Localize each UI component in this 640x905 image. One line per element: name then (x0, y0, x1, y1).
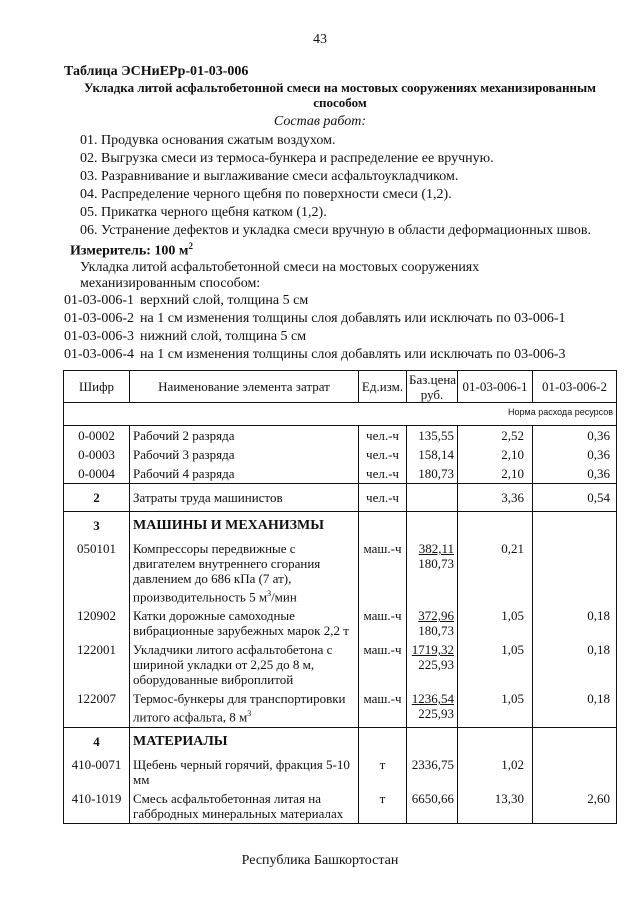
cell-v2: 0,18 (533, 640, 617, 689)
work-heading: Состав работ: (273, 114, 367, 129)
cell-code: 0-0002 (64, 426, 130, 446)
cell-code: 0-0004 (64, 464, 130, 484)
cell-name: Затраты труда машинистов (130, 484, 359, 512)
variant-code: 01-03-006-3 (64, 329, 134, 344)
cell-name: Рабочий 2 разряда (130, 426, 359, 446)
cell-v1: 0,21 (458, 539, 533, 606)
cell-name: Щебень черный горячий, фракция 5-10 мм (130, 755, 359, 789)
section-title: МАШИНЫ И МЕХАНИЗМЫ (130, 512, 359, 540)
cell-v2: 0,36 (533, 464, 617, 484)
cell-v1: 2,10 (458, 464, 533, 484)
cell-unit: чел.-ч (359, 464, 407, 484)
cell-price (407, 484, 458, 512)
page-number: 43 (313, 32, 327, 47)
table-header-row (64, 371, 617, 403)
section-number: 4 (64, 727, 130, 755)
cell-v1: 2,52 (458, 426, 533, 446)
table-row (64, 689, 617, 727)
cell-v1: 2,10 (458, 445, 533, 464)
cell-v1: 1,05 (458, 606, 533, 640)
work-item: 02. Выгрузка смеси из термоса-бункера и распределение ее вручную. (80, 151, 494, 166)
table-row (64, 445, 617, 464)
cell-price: 1719,32 225,93 (407, 640, 458, 689)
cell-v2: 0,36 (533, 445, 617, 464)
work-item: 06. Устранение дефектов и укладка смеси вручную в области деформационных швов. (80, 223, 592, 238)
cell-price: 180,73 (407, 464, 458, 484)
cell-unit: т (359, 755, 407, 789)
header-price: Баз.цена руб. (407, 371, 458, 403)
table-row (64, 426, 617, 446)
cell-v2: 0,54 (533, 484, 617, 512)
cell-code: 122007 (64, 689, 130, 727)
cell-price: 1236,54 225,93 (407, 689, 458, 727)
header-col1: 01-03-006-1 (458, 371, 533, 403)
work-item: 05. Прикатка черного щебня катком (1,2). (80, 205, 327, 220)
cell-v2: 2,60 (533, 789, 617, 824)
cell-code: 410-1019 (64, 789, 130, 824)
cell-code: 0-0003 (64, 445, 130, 464)
cell-v2: 0,18 (533, 606, 617, 640)
section-number: 3 (64, 512, 130, 540)
cell-code: 410-0071 (64, 755, 130, 789)
footer-region: Республика Башкортостан (241, 853, 399, 868)
cell-v2 (533, 755, 617, 789)
table-title: Таблица ЭСНиЕРр-01-03-006 (64, 64, 249, 79)
variant-text: нижний слой, толщина 5 см (140, 329, 307, 344)
resource-table (63, 370, 617, 824)
variant-code: 01-03-006-1 (64, 293, 134, 308)
cell-price: 6650,66 (407, 789, 458, 824)
cell-v1: 1,05 (458, 689, 533, 727)
variant-text: на 1 см изменения толщины слоя добавлять или исключать по 03-006-1 (140, 311, 566, 326)
cell-name: Рабочий 4 разряда (130, 464, 359, 484)
cell-v2: 0,36 (533, 426, 617, 446)
cell-code: 120902 (64, 606, 130, 640)
table-subtitle: Укладка литой асфальтобетонной смеси на мостовых сооружениях механизированным способом (83, 80, 597, 110)
norm-row (64, 403, 617, 426)
section-title: МАТЕРИАЛЫ (130, 727, 359, 755)
table-row (64, 539, 617, 606)
cell-v1: 13,30 (458, 789, 533, 824)
cell-unit: т (359, 789, 407, 824)
cell-price: 372,96 180,73 (407, 606, 458, 640)
variant-text: верхний слой, толщина 5 см (140, 293, 309, 308)
work-item: 04. Распределение черного щебня по поверхности смеси (1,2). (80, 187, 452, 202)
cell-unit: чел.-ч (359, 426, 407, 446)
cell-name: Катки дорожные самоходные вибрационные зарубежных марок 2,2 т (130, 606, 359, 640)
cell-unit: чел.-ч (359, 445, 407, 464)
cell-price: 382,11 180,73 (407, 539, 458, 606)
cell-code: 050101 (64, 539, 130, 606)
cell-name: Рабочий 3 разряда (130, 445, 359, 464)
cell-v1: 3,36 (458, 484, 533, 512)
cell-v1: 1,05 (458, 640, 533, 689)
cell-name: Термос-бункеры для транспортировки литого асфальта, 8 $м^3$ (130, 689, 359, 727)
header-col2: 01-03-006-2 (533, 371, 617, 403)
variant-code: 01-03-006-2 (64, 311, 134, 326)
cell-unit: маш.-ч (359, 539, 407, 606)
header-name: Наименование элемента затрат (130, 371, 359, 403)
section-row (64, 727, 617, 755)
table-row (64, 464, 617, 484)
cell-price: 2336,75 (407, 755, 458, 789)
table-row (64, 640, 617, 689)
header-unit: Ед.изм. (359, 371, 407, 403)
table-row (64, 755, 617, 789)
cell-name: Укладчики литого асфальтобетона с шириной укладки от 2,25 до 8 м, оборудованные виброплитой (130, 640, 359, 689)
cell-unit: маш.-ч (359, 606, 407, 640)
cell-v2: 0,18 (533, 689, 617, 727)
header-code: Шифр (64, 371, 130, 403)
cell-price: 135,55 (407, 426, 458, 446)
variant-text: на 1 см изменения толщины слоя добавлять или исключать по 03-006-3 (140, 347, 566, 362)
cell-v2 (533, 539, 617, 606)
variant-code: 01-03-006-4 (64, 347, 134, 362)
section-row (64, 512, 617, 540)
cell-unit: маш.-ч (359, 689, 407, 727)
description: Укладка литой асфальтобетонной смеси на мостовых сооружениях механизированным способом: (80, 260, 480, 291)
table-row (64, 484, 617, 512)
cell-unit: маш.-ч (359, 640, 407, 689)
work-item: 01. Продувка основания сжатым воздухом. (80, 133, 336, 148)
cell-name: Компрессоры передвижные с двигателем внутреннего сгорания давлением до 686 кПа (7 ат), производительность 5 $м^3$/мин (130, 539, 359, 606)
cell-name: Смесь асфальтобетонная литая на габбродных минеральных материалах (130, 789, 359, 824)
cell-unit: чел.-ч (359, 484, 407, 512)
cell-code: 122001 (64, 640, 130, 689)
norm-label: Норма расхода ресурсов (64, 403, 617, 426)
table-row (64, 606, 617, 640)
table-row (64, 789, 617, 824)
work-item: 03. Разравнивание и выглаживание смеси асфальтоукладчиком. (80, 169, 459, 184)
cell-code: 2 (64, 484, 130, 512)
meter-label: Измеритель: 100 $м^2$ (70, 241, 193, 259)
cell-v1: 1,02 (458, 755, 533, 789)
cell-price: 158,14 (407, 445, 458, 464)
